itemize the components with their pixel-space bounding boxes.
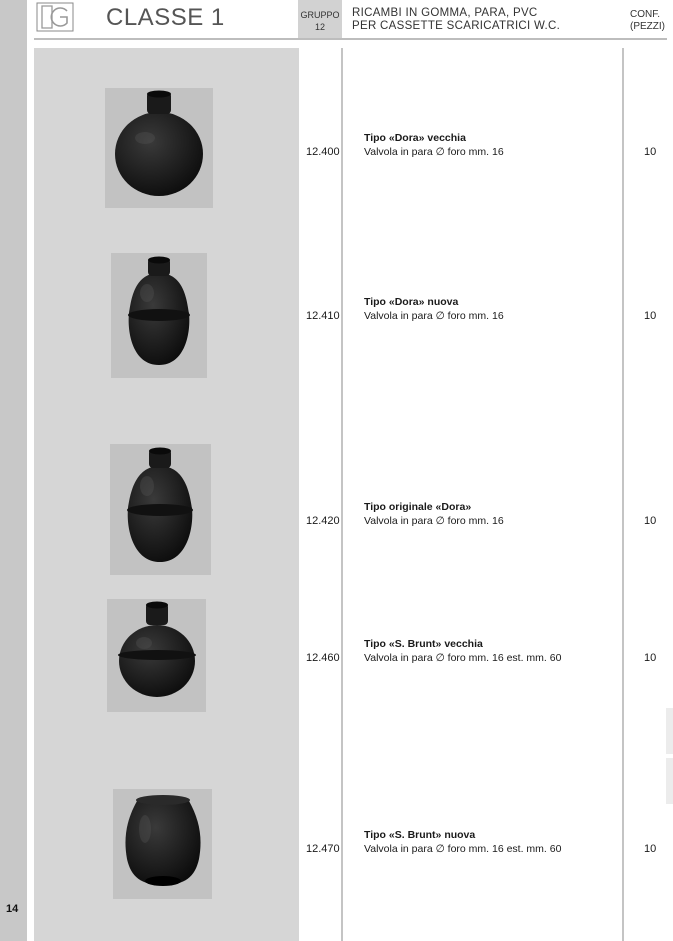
product-description [364, 295, 504, 323]
group-label: GRUPPO [300, 10, 340, 20]
catalog-header [34, 0, 667, 38]
column-divider [622, 48, 624, 941]
group-number: 12 [314, 22, 325, 32]
rubber-valve-icon [110, 444, 211, 575]
group-title [352, 7, 560, 33]
product-title: Tipo «S. Brunt» vecchia [364, 638, 483, 650]
brand-logo-icon [36, 2, 74, 32]
rubber-valve-icon [105, 88, 213, 208]
product-code: 12.470 [306, 843, 340, 855]
page-margin-bar [0, 0, 27, 941]
product-detail: Valvola in para ∅ foro mm. 16 [364, 146, 504, 158]
column-divider [341, 48, 343, 941]
product-description [364, 131, 504, 159]
product-description [364, 500, 504, 528]
group-title-line2: PER CASSETTE SCARICATRICI W.C. [352, 20, 561, 32]
product-quantity: 10 [644, 515, 657, 527]
product-photo [107, 599, 206, 712]
product-code: 12.400 [306, 146, 340, 158]
product-quantity: 10 [644, 146, 657, 158]
product-title: Tipo originale «Dora» [364, 501, 472, 513]
product-photo [105, 88, 213, 208]
group-box [298, 0, 342, 38]
product-code: 12.410 [306, 310, 340, 322]
class-title: CLASSE 1 [106, 4, 225, 31]
product-title: Tipo «Dora» vecchia [364, 132, 466, 144]
product-detail: Valvola in para ∅ foro mm. 16 [364, 515, 504, 527]
product-detail: Valvola in para ∅ foro mm. 16 est. mm. 60 [364, 843, 562, 855]
product-photo [113, 789, 212, 899]
product-title: Tipo «Dora» nuova [364, 296, 459, 308]
conf-unit: (PEZZI) [630, 21, 665, 32]
package-quantity-header [630, 9, 665, 33]
product-detail: Valvola in para ∅ foro mm. 16 [364, 310, 504, 322]
product-description [364, 637, 561, 665]
product-description [364, 828, 561, 856]
conf-label: CONF. [630, 9, 660, 20]
rubber-valve-icon [107, 599, 206, 712]
edge-marker [666, 758, 673, 804]
product-code: 12.420 [306, 515, 340, 527]
product-code: 12.460 [306, 652, 340, 664]
product-quantity: 10 [644, 652, 657, 664]
edge-marker [666, 708, 673, 754]
group-title-line1: RICAMBI IN GOMMA, PARA, PVC [352, 7, 538, 19]
product-quantity: 10 [644, 843, 657, 855]
product-title: Tipo «S. Brunt» nuova [364, 829, 476, 841]
product-photo [111, 253, 207, 378]
product-detail: Valvola in para ∅ foro mm. 16 est. mm. 60 [364, 652, 562, 664]
product-quantity: 10 [644, 310, 657, 322]
page-number: 14 [6, 903, 19, 915]
header-divider [34, 38, 667, 40]
rubber-valve-icon [111, 253, 207, 378]
rubber-valve-icon [113, 789, 212, 899]
product-photo [110, 444, 211, 575]
